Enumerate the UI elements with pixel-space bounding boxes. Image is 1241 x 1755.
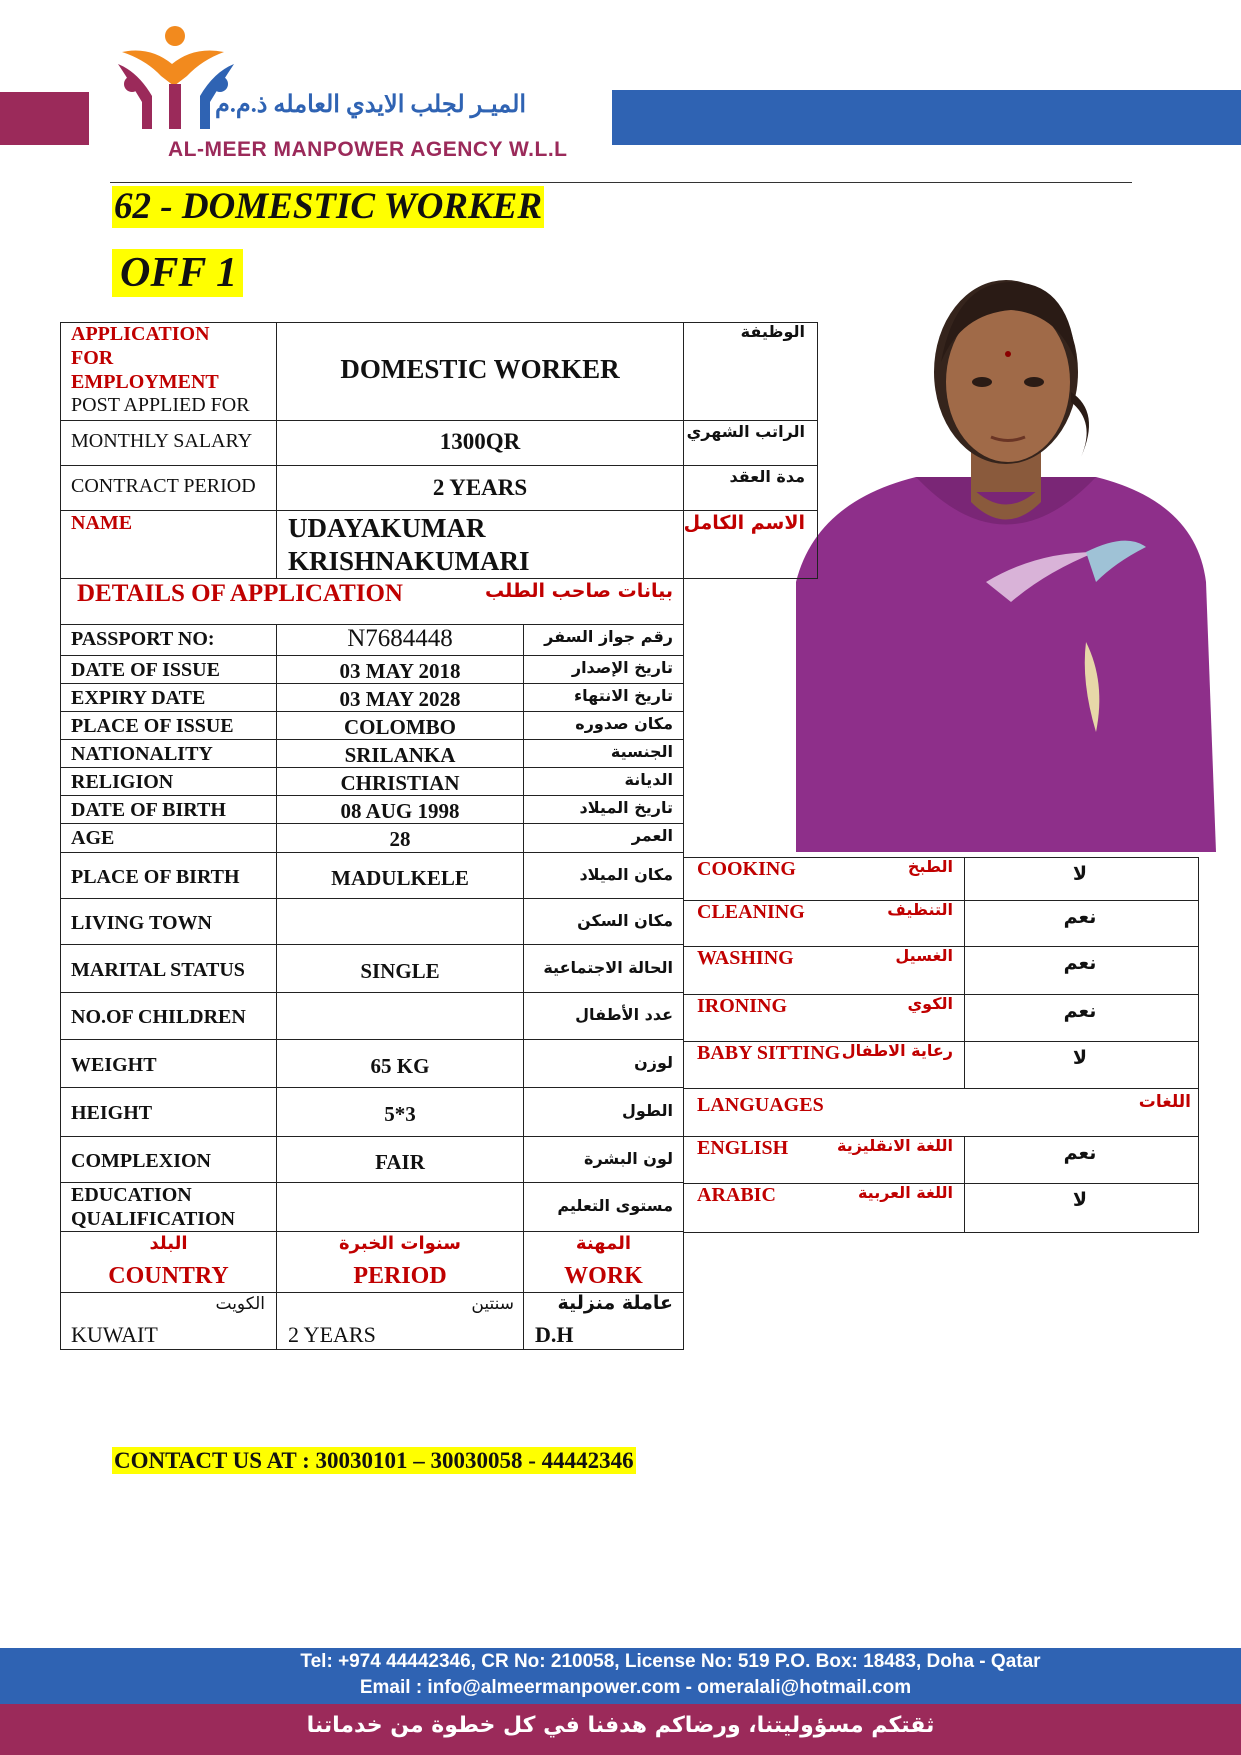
exp-row-country-ar: الكويت bbox=[215, 1294, 265, 1314]
detail-value: 03 MAY 2028 bbox=[339, 687, 461, 711]
detail-ar-label: مكان السكن bbox=[577, 910, 673, 930]
skill-answer: لا bbox=[1072, 1047, 1088, 1069]
application-for-employment-label: APPLICATION FOR EMPLOYMENT bbox=[71, 323, 219, 393]
detail-label: PASSPORT NO: bbox=[71, 628, 215, 650]
detail-label: AGE bbox=[71, 827, 115, 849]
language-ar-label: اللغة الانقليزية bbox=[837, 1136, 953, 1155]
detail-label: WEIGHT bbox=[71, 1053, 157, 1076]
header-band-right bbox=[612, 90, 1241, 145]
off-label: OFF 1 bbox=[112, 249, 243, 297]
detail-label: NO.OF CHILDREN bbox=[71, 1006, 246, 1028]
exp-work-label: WORK bbox=[564, 1263, 643, 1289]
skill-label: CLEANING bbox=[697, 901, 805, 923]
post-ar-label: الوظيفة bbox=[740, 322, 805, 341]
detail-value: CHRISTIAN bbox=[340, 771, 460, 795]
skill-label: COOKING bbox=[697, 858, 796, 880]
skill-answer: نعم bbox=[1063, 906, 1097, 928]
salary-ar-label: الراتب الشهري bbox=[686, 422, 805, 441]
language-answer: لا bbox=[1072, 1189, 1088, 1211]
detail-value: MADULKELE bbox=[331, 865, 469, 890]
detail-value: 65 KG bbox=[370, 1053, 430, 1078]
detail-ar-label: لوزن bbox=[634, 1052, 673, 1072]
detail-label: MARITAL STATUS bbox=[71, 958, 245, 981]
skill-label: IRONING bbox=[697, 995, 788, 1017]
detail-label: DATE OF ISSUE bbox=[71, 659, 220, 681]
detail-value: FAIR bbox=[375, 1149, 425, 1174]
detail-label: EDUCATION bbox=[71, 1184, 192, 1206]
detail-ar-label: مكان صدوره bbox=[575, 714, 673, 733]
footer-email-info: Email : info@almeermanpower.com - omeralali@hotmail.com bbox=[359, 1677, 912, 1698]
languages-label: LANGUAGES bbox=[697, 1094, 824, 1116]
skill-ar-label: التنظيف bbox=[887, 900, 953, 919]
name-line-2: KRISHNAKUMARI bbox=[288, 546, 530, 576]
detail-value: COLOMBO bbox=[343, 715, 456, 739]
detail-ar-label: رقم جواز السفر bbox=[544, 627, 673, 646]
exp-period-label: PERIOD bbox=[353, 1263, 447, 1289]
skill-ar-label: رعاية الاطفال bbox=[841, 1041, 953, 1060]
detail-label: PLACE OF BIRTH bbox=[71, 865, 240, 888]
exp-country-label: COUNTRY bbox=[108, 1263, 229, 1289]
salary-label: MONTHLY SALARY bbox=[71, 430, 253, 452]
exp-row-work: D.H bbox=[535, 1322, 574, 1347]
detail-value: SINGLE bbox=[360, 958, 440, 983]
skill-ar-label: الغسيل bbox=[895, 946, 953, 965]
detail-ar-label: الديانة bbox=[624, 770, 673, 789]
detail-value-cell bbox=[276, 898, 524, 945]
name-ar-label: الاسم الكامل bbox=[683, 512, 805, 534]
contact-line: CONTACT US AT : 30030101 – 30030058 - 44442346 bbox=[114, 1448, 634, 1473]
exp-row-period-ar: سنتين bbox=[471, 1294, 514, 1314]
name-label: NAME bbox=[71, 512, 133, 534]
applicant-photo bbox=[796, 252, 1216, 852]
detail-ar-label: مستوى التعليم bbox=[557, 1196, 673, 1215]
languages-ar-label: اللغات bbox=[1138, 1092, 1191, 1112]
detail-ar-label: تاريخ الإصدار bbox=[571, 658, 673, 677]
detail-label: RELIGION bbox=[71, 771, 174, 793]
detail-label: COMPLEXION bbox=[71, 1149, 211, 1172]
detail-value: 08 AUG 1998 bbox=[340, 799, 460, 823]
footer-contact-info: Tel: +974 44442346, CR No: 210058, License No: 519 P.O. Box: 18483, Doha - Qatar bbox=[300, 1651, 1041, 1672]
detail-ar-label: مكان الميلاد bbox=[579, 864, 673, 884]
contract-value: 2 YEARS bbox=[432, 475, 528, 500]
language-answer: نعم bbox=[1063, 1142, 1097, 1164]
detail-value-cell bbox=[276, 992, 524, 1040]
skill-ar-label: الطبخ bbox=[907, 857, 953, 876]
exp-row-period: 2 YEARS bbox=[288, 1322, 376, 1347]
detail-value: SRILANKA bbox=[344, 743, 456, 767]
language-label: ENGLISH bbox=[697, 1137, 789, 1159]
name-line-1: UDAYAKUMAR bbox=[288, 513, 486, 543]
detail-label: HEIGHT bbox=[71, 1102, 153, 1124]
details-of-application-label: DETAILS OF APPLICATION bbox=[77, 580, 403, 607]
detail-ar-label: تاريخ الانتهاء bbox=[573, 686, 673, 705]
detail-value: N7684448 bbox=[347, 625, 453, 652]
post-applied-label: POST APPLIED FOR bbox=[71, 394, 250, 416]
detail-value-cell bbox=[276, 1182, 524, 1232]
skill-answer: لا bbox=[1072, 863, 1088, 885]
skill-ar-label: الكوي bbox=[907, 994, 953, 1013]
logo-arabic-text: الميـر لجلب الايدي العامله ذ.م.م bbox=[215, 92, 527, 118]
detail-label: EXPIRY DATE bbox=[71, 687, 206, 709]
contract-ar-label: مدة العقد bbox=[729, 467, 805, 486]
footer-slogan: ثقتكم مسؤوليتنا، ورضاكم هدفنا في كل خطوة من خدماتنا bbox=[306, 1713, 935, 1738]
exp-country-ar: البلد bbox=[149, 1233, 188, 1254]
header-divider bbox=[110, 182, 1132, 183]
language-ar-label: اللغة العربية bbox=[857, 1183, 953, 1202]
contract-label: CONTRACT PERIOD bbox=[71, 475, 256, 497]
skill-answer: نعم bbox=[1063, 952, 1097, 974]
detail-label: LIVING TOWN bbox=[71, 911, 212, 934]
detail-value: 03 MAY 2018 bbox=[339, 659, 461, 683]
detail-ar-label: عدد الأطفال bbox=[575, 1005, 673, 1024]
detail-ar-label: الحالة الاجتماعية bbox=[543, 957, 673, 977]
exp-period-ar: سنوات الخبرة bbox=[339, 1233, 461, 1254]
detail-label: QUALIFICATION bbox=[71, 1208, 236, 1230]
page-title: 62 - DOMESTIC WORKER bbox=[114, 186, 543, 227]
detail-label: NATIONALITY bbox=[71, 743, 213, 765]
exp-row-country: KUWAIT bbox=[71, 1322, 158, 1347]
detail-ar-label: الجنسية bbox=[610, 742, 673, 761]
detail-value: 5*3 bbox=[384, 1102, 416, 1126]
header-band-left bbox=[0, 92, 89, 145]
skill-answer: نعم bbox=[1063, 1000, 1097, 1022]
detail-label: DATE OF BIRTH bbox=[71, 799, 226, 821]
exp-work-ar: المهنة bbox=[575, 1233, 632, 1254]
detail-ar-label: الطول bbox=[622, 1101, 673, 1120]
detail-ar-label: لون البشرة bbox=[584, 1148, 673, 1168]
skill-label: BABY SITTING bbox=[697, 1042, 841, 1064]
salary-value: 1300QR bbox=[439, 429, 521, 454]
post-value: DOMESTIC WORKER bbox=[340, 354, 620, 384]
logo-english-text: AL-MEER MANPOWER AGENCY W.L.L bbox=[168, 138, 568, 161]
language-label: ARABIC bbox=[697, 1184, 776, 1206]
skill-label: WASHING bbox=[697, 947, 794, 969]
exp-row-work-ar: عاملة منزلية bbox=[557, 1292, 673, 1314]
detail-ar-label: تاريخ الميلاد bbox=[579, 798, 673, 817]
detail-value: 28 bbox=[389, 827, 411, 851]
detail-ar-label: العمر bbox=[631, 826, 673, 845]
details-ar-label: بيانات صاحب الطلب bbox=[485, 580, 673, 602]
detail-label: PLACE OF ISSUE bbox=[71, 715, 234, 737]
